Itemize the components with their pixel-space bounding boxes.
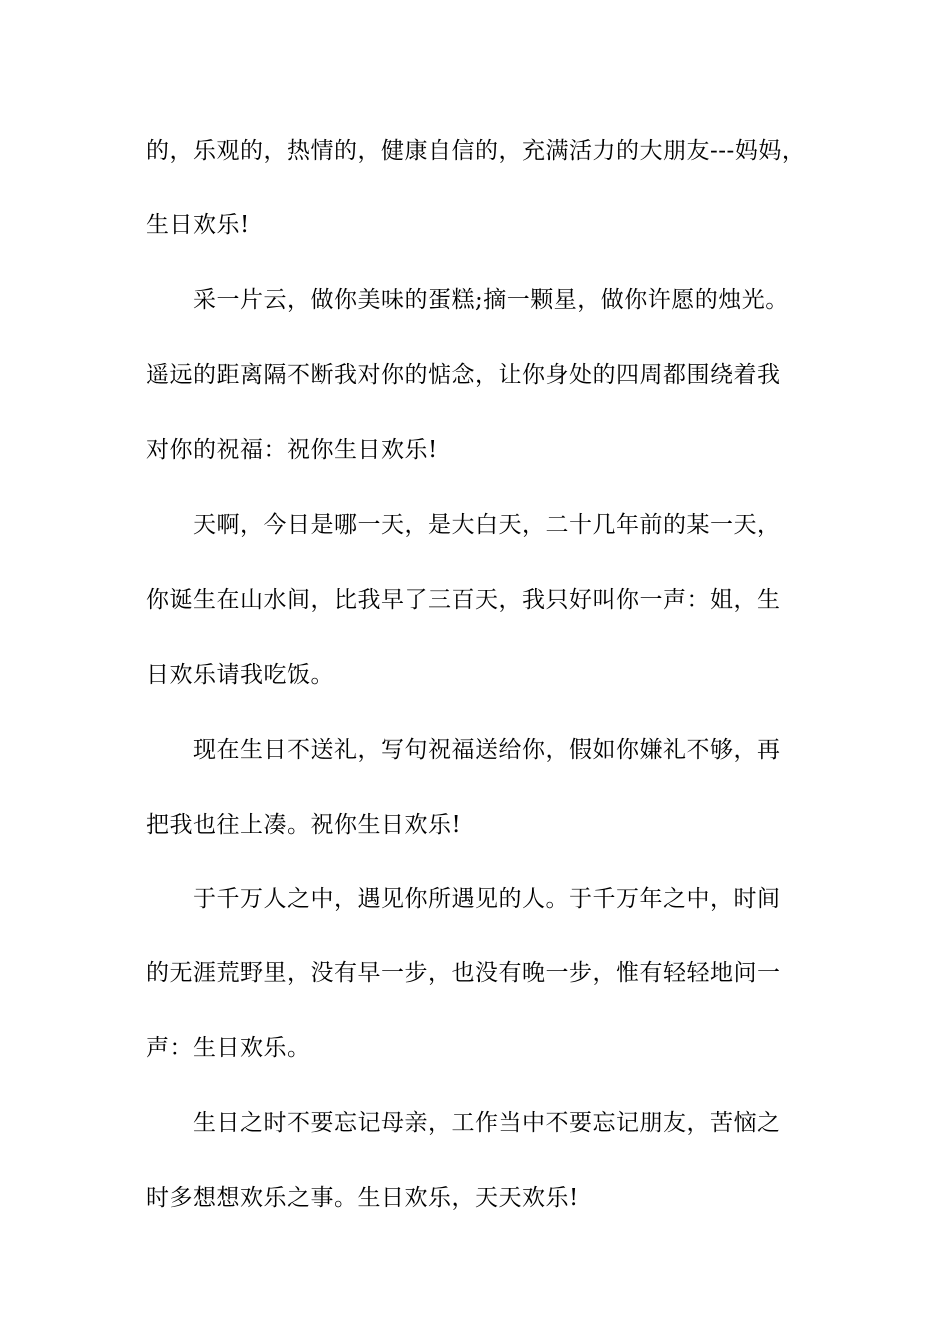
text-line: 对你的祝福：祝你生日欢乐! xyxy=(146,437,438,463)
text-line: 采一片云，做你美味的蛋糕;摘一颗星，做你许愿的烛光。 xyxy=(193,287,789,313)
text-line: 生日之时不要忘记母亲，工作当中不要忘记朋友，苦恼之 xyxy=(193,1110,781,1136)
text-line: 天啊，今日是哪一天，是大白天，二十几年前的某一天， xyxy=(193,512,781,538)
text-line: 把我也往上凑。祝你生日欢乐! xyxy=(146,812,462,838)
text-line: 的，乐观的，热情的，健康自信的，充满活力的大朋友---妈妈， xyxy=(146,138,806,164)
text-line: 的无涯荒野里，没有早一步，也没有晚一步，惟有轻轻地问一 xyxy=(146,960,781,986)
text-line: 声：生日欢乐。 xyxy=(146,1035,311,1061)
text-line: 遥远的距离隔不断我对你的惦念，让你身处的四周都围绕着我 xyxy=(146,362,781,388)
text-line: 于千万人之中，遇见你所遇见的人。于千万年之中，时间 xyxy=(193,886,781,912)
text-line: 你诞生在山水间，比我早了三百天，我只好叫你一声：姐，生 xyxy=(146,587,781,613)
text-line: 日欢乐请我吃饭。 xyxy=(146,662,334,688)
text-line: 时多想想欢乐之事。生日欢乐，天天欢乐! xyxy=(146,1185,579,1211)
text-line: 生日欢乐! xyxy=(146,212,250,238)
text-line: 现在生日不送礼，写句祝福送给你，假如你嫌礼不够，再 xyxy=(193,737,781,763)
